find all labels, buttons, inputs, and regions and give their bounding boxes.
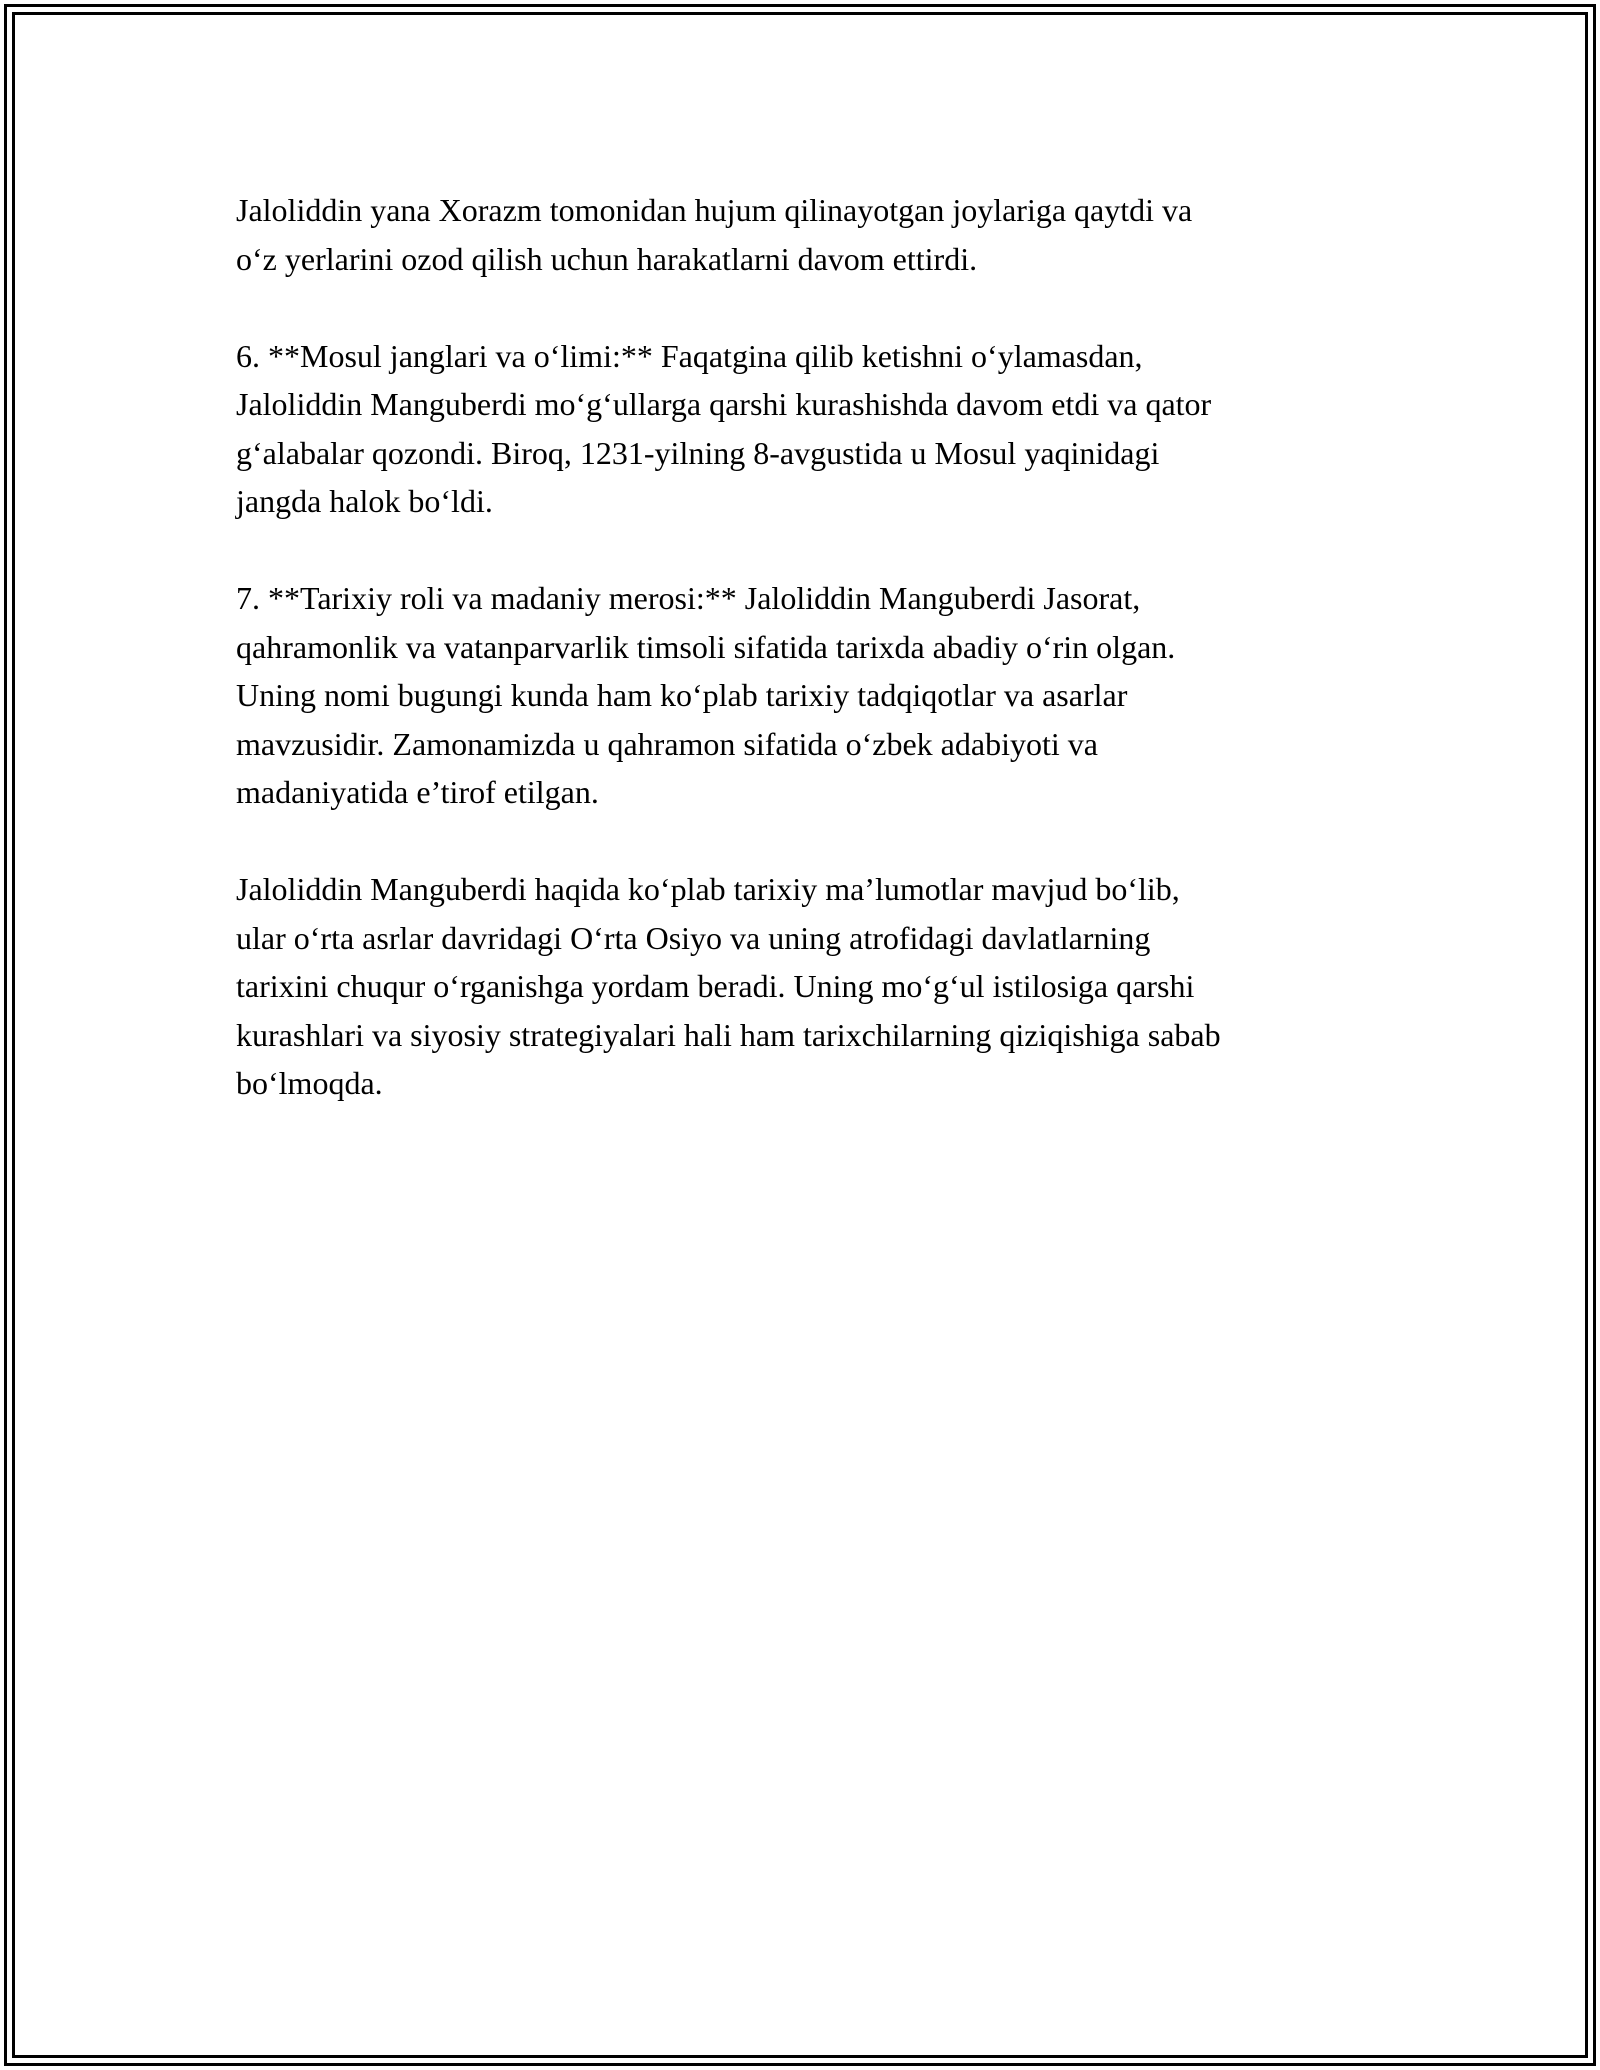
paragraph-mosul-battles: 6. **Mosul janglari va o‘limi:** Faqatgina qilib ketishni o‘ylamasdan, Jaloliddin Manguberdi mo‘g‘ullarga qarshi kurashishda davom etdi va qator g‘alabalar qozondi. Biroq, 1231-yilning 8-avgustida u Mosul yaqinidagi jangda halok bo‘ldi. — [236, 337, 1212, 519]
paragraph-historical-legacy: 7. **Tarixiy roli va madaniy merosi:** Jaloliddin Manguberdi Jasorat, qahramonlik va vatanparvarlik timsoli sifatida tarixda abadiy o‘rin olgan. Uning nomi bugungi kunda ham ko‘plab tarixiy tadqiqotlar va asarlar mavzusidir. Zamonamizda u qahramon sifatida o‘zbek adabiyoti va madaniyatida e’tirof etilgan. — [236, 580, 1176, 810]
document-body — [236, 186, 1396, 1156]
paragraph-conclusion: Jaloliddin Manguberdi haqida ko‘plab tarixiy ma’lumotlar mavjud bo‘lib, ular o‘rta asrlar davridagi O‘rta Osiyo va uning atrofidagi davlatlarning tarixini chuqur o‘rganishga yordam beradi. Uning mo‘g‘ul istilosiga qarshi kurashlari va siyosiy strategiyalari hali ham tarixchilarning qiziqishiga sabab bo‘lmoqda. — [236, 871, 1221, 1101]
paragraph-return-to-khorezm: Jaloliddin yana Xorazm tomonidan hujum qilinayotgan joylariga qaytdi va o‘z yerlarini ozod qilish uchun harakatlarni davom ettirdi. — [236, 192, 1193, 277]
